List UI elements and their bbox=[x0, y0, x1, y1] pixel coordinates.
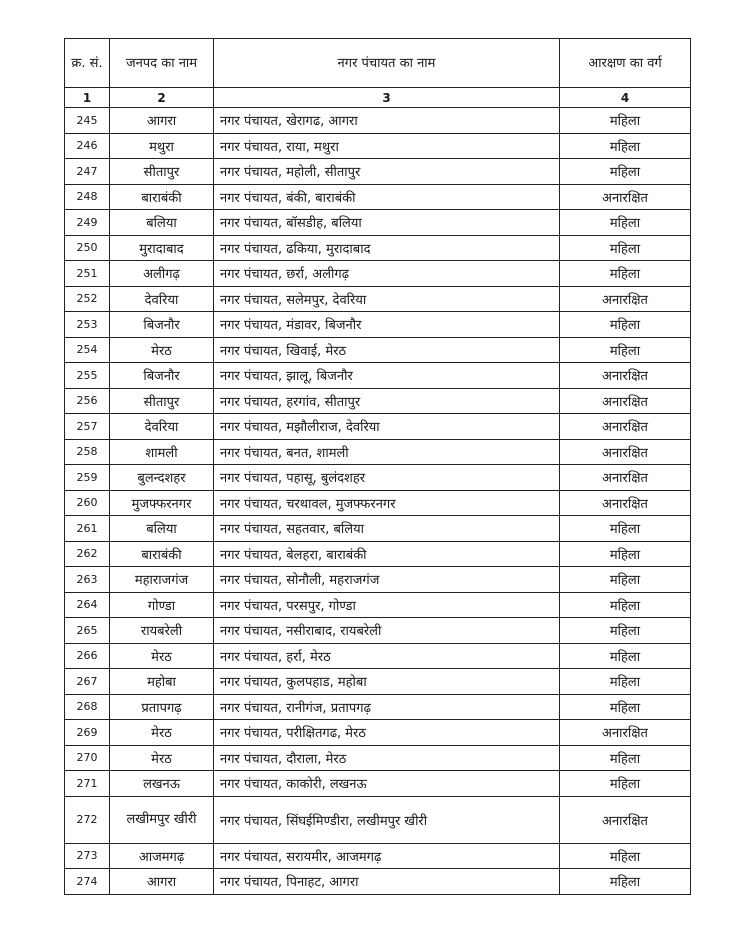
category-cell: अनारक्षित bbox=[560, 439, 691, 465]
category-cell: महिला bbox=[560, 337, 691, 363]
panchayat-name-cell: नगर पंचायत, पिनाहट, आगरा bbox=[214, 869, 560, 895]
table-row bbox=[65, 261, 691, 287]
serial-number-cell: 251 bbox=[65, 261, 110, 287]
district-cell: बिजनौर bbox=[110, 363, 214, 389]
serial-number-cell: 257 bbox=[65, 414, 110, 440]
category-cell: महिला bbox=[560, 869, 691, 895]
serial-number-cell: 269 bbox=[65, 720, 110, 746]
category-cell: अनारक्षित bbox=[560, 796, 691, 843]
district-cell: सीतापुर bbox=[110, 159, 214, 185]
panchayat-name-cell: नगर पंचायत, झालू, बिजनौर bbox=[214, 363, 560, 389]
table-row bbox=[65, 490, 691, 516]
serial-number-cell: 260 bbox=[65, 490, 110, 516]
panchayat-name-cell: नगर पंचायत, हरगांव, सीतापुर bbox=[214, 388, 560, 414]
serial-number-cell: 264 bbox=[65, 592, 110, 618]
category-cell: महिला bbox=[560, 618, 691, 644]
panchayat-name-cell: नगर पंचायत, खिवाई, मेरठ bbox=[214, 337, 560, 363]
category-cell: महिला bbox=[560, 261, 691, 287]
category-cell: महिला bbox=[560, 210, 691, 236]
serial-number-cell: 245 bbox=[65, 108, 110, 134]
table-row bbox=[65, 388, 691, 414]
panchayat-name-cell: नगर पंचायत, खेरागढ, आगरा bbox=[214, 108, 560, 134]
column-number-row bbox=[65, 88, 691, 108]
category-cell: महिला bbox=[560, 159, 691, 185]
column-number: 1 bbox=[65, 88, 110, 108]
serial-number-cell: 274 bbox=[65, 869, 110, 895]
table-row bbox=[65, 869, 691, 895]
district-cell: लखीमपुर खीरी bbox=[110, 796, 214, 843]
serial-number-cell: 271 bbox=[65, 771, 110, 797]
table-row bbox=[65, 133, 691, 159]
serial-number-cell: 265 bbox=[65, 618, 110, 644]
table-row bbox=[65, 745, 691, 771]
panchayat-name-cell: नगर पंचायत, महोली, सीतापुर bbox=[214, 159, 560, 185]
table-row bbox=[65, 465, 691, 491]
category-cell: महिला bbox=[560, 771, 691, 797]
panchayat-name-cell: नगर पंचायत, परसपुर, गोण्डा bbox=[214, 592, 560, 618]
serial-number-cell: 248 bbox=[65, 184, 110, 210]
serial-number-cell: 272 bbox=[65, 796, 110, 843]
serial-number-cell: 261 bbox=[65, 516, 110, 542]
column-number: 3 bbox=[214, 88, 560, 108]
category-cell: महिला bbox=[560, 592, 691, 618]
category-cell: महिला bbox=[560, 541, 691, 567]
serial-number-cell: 256 bbox=[65, 388, 110, 414]
panchayat-name-cell: नगर पंचायत, सोनौली, महराजगंज bbox=[214, 567, 560, 593]
column-number: 2 bbox=[110, 88, 214, 108]
category-cell: महिला bbox=[560, 312, 691, 338]
panchayat-name-cell: नगर पंचायत, सरायमीर, आजमगढ़ bbox=[214, 843, 560, 869]
serial-number-cell: 255 bbox=[65, 363, 110, 389]
panchayat-name-cell: नगर पंचायत, काकोरी, लखनऊ bbox=[214, 771, 560, 797]
district-cell: आगरा bbox=[110, 869, 214, 895]
table-row bbox=[65, 159, 691, 185]
district-cell: लखनऊ bbox=[110, 771, 214, 797]
serial-number-cell: 254 bbox=[65, 337, 110, 363]
table-row bbox=[65, 516, 691, 542]
table-row bbox=[65, 312, 691, 338]
district-cell: बाराबंकी bbox=[110, 541, 214, 567]
header-district: जनपद का नाम bbox=[110, 39, 214, 88]
district-cell: बुलन्दशहर bbox=[110, 465, 214, 491]
table-row bbox=[65, 567, 691, 593]
table-row bbox=[65, 592, 691, 618]
table-row bbox=[65, 363, 691, 389]
table-row bbox=[65, 108, 691, 134]
panchayat-name-cell: नगर पंचायत, छर्रा, अलीगढ़ bbox=[214, 261, 560, 287]
panchayat-name-cell: नगर पंचायत, कुलपहाड, महोबा bbox=[214, 669, 560, 695]
table-body bbox=[65, 108, 691, 895]
panchayat-name-cell: नगर पंचायत, मझौलीराज, देवरिया bbox=[214, 414, 560, 440]
serial-number-cell: 259 bbox=[65, 465, 110, 491]
panchayat-name-cell: नगर पंचायत, सिंघईमिण्डीरा, लखीमपुर खीरी bbox=[214, 796, 560, 843]
panchayat-name-cell: नगर पंचायत, राया, मथुरा bbox=[214, 133, 560, 159]
district-cell: शामली bbox=[110, 439, 214, 465]
category-cell: अनारक्षित bbox=[560, 414, 691, 440]
category-cell: महिला bbox=[560, 843, 691, 869]
panchayat-name-cell: नगर पंचायत, पहासू, बुलंदशहर bbox=[214, 465, 560, 491]
table-row bbox=[65, 843, 691, 869]
category-cell: महिला bbox=[560, 133, 691, 159]
district-cell: मथुरा bbox=[110, 133, 214, 159]
district-cell: देवरिया bbox=[110, 414, 214, 440]
category-cell: महिला bbox=[560, 108, 691, 134]
panchayat-name-cell: नगर पंचायत, परीक्षितगढ, मेरठ bbox=[214, 720, 560, 746]
panchayat-name-cell: नगर पंचायत, हर्रा, मेरठ bbox=[214, 643, 560, 669]
category-cell: महिला bbox=[560, 745, 691, 771]
district-cell: मेरठ bbox=[110, 643, 214, 669]
district-cell: सीतापुर bbox=[110, 388, 214, 414]
district-cell: आजमगढ़ bbox=[110, 843, 214, 869]
category-cell: महिला bbox=[560, 567, 691, 593]
category-cell: अनारक्षित bbox=[560, 465, 691, 491]
panchayat-name-cell: नगर पंचायत, चरथावल, मुजफ्फरनगर bbox=[214, 490, 560, 516]
district-cell: मेरठ bbox=[110, 720, 214, 746]
table-row bbox=[65, 414, 691, 440]
district-cell: बलिया bbox=[110, 516, 214, 542]
column-number: 4 bbox=[560, 88, 691, 108]
serial-number-cell: 263 bbox=[65, 567, 110, 593]
serial-number-cell: 246 bbox=[65, 133, 110, 159]
reservation-table bbox=[64, 38, 691, 895]
serial-number-cell: 249 bbox=[65, 210, 110, 236]
panchayat-name-cell: नगर पंचायत, सहतवार, बलिया bbox=[214, 516, 560, 542]
serial-number-cell: 250 bbox=[65, 235, 110, 261]
table-row bbox=[65, 694, 691, 720]
table-row bbox=[65, 771, 691, 797]
district-cell: महोबा bbox=[110, 669, 214, 695]
district-cell: मुजफ्फरनगर bbox=[110, 490, 214, 516]
panchayat-name-cell: नगर पंचायत, बेलहरा, बाराबंकी bbox=[214, 541, 560, 567]
district-cell: आगरा bbox=[110, 108, 214, 134]
table-row bbox=[65, 618, 691, 644]
category-cell: अनारक्षित bbox=[560, 720, 691, 746]
district-cell: रायबरेली bbox=[110, 618, 214, 644]
panchayat-name-cell: नगर पंचायत, मंडावर, बिजनौर bbox=[214, 312, 560, 338]
table-row bbox=[65, 337, 691, 363]
district-cell: मुरादाबाद bbox=[110, 235, 214, 261]
table-row bbox=[65, 184, 691, 210]
panchayat-name-cell: नगर पंचायत, बंकी, बाराबंकी bbox=[214, 184, 560, 210]
panchayat-name-cell: नगर पंचायत, ढकिया, मुरादाबाद bbox=[214, 235, 560, 261]
panchayat-name-cell: नगर पंचायत, बनत, शामली bbox=[214, 439, 560, 465]
header-reservation-category: आरक्षण का वर्ग bbox=[560, 39, 691, 88]
serial-number-cell: 270 bbox=[65, 745, 110, 771]
category-cell: अनारक्षित bbox=[560, 363, 691, 389]
category-cell: महिला bbox=[560, 235, 691, 261]
serial-number-cell: 247 bbox=[65, 159, 110, 185]
serial-number-cell: 267 bbox=[65, 669, 110, 695]
category-cell: महिला bbox=[560, 643, 691, 669]
category-cell: अनारक्षित bbox=[560, 388, 691, 414]
panchayat-name-cell: नगर पंचायत, सलेमपुर, देवरिया bbox=[214, 286, 560, 312]
category-cell: अनारक्षित bbox=[560, 490, 691, 516]
district-cell: देवरिया bbox=[110, 286, 214, 312]
panchayat-name-cell: नगर पंचायत, दौराला, मेरठ bbox=[214, 745, 560, 771]
table-row bbox=[65, 720, 691, 746]
panchayat-name-cell: नगर पंचायत, बॉसडीह, बलिया bbox=[214, 210, 560, 236]
district-cell: बाराबंकी bbox=[110, 184, 214, 210]
district-cell: मेरठ bbox=[110, 337, 214, 363]
table-row bbox=[65, 210, 691, 236]
district-cell: अलीगढ़ bbox=[110, 261, 214, 287]
category-cell: अनारक्षित bbox=[560, 184, 691, 210]
panchayat-name-cell: नगर पंचायत, नसीराबाद, रायबरेली bbox=[214, 618, 560, 644]
serial-number-cell: 253 bbox=[65, 312, 110, 338]
header-serial-number: क्र. सं. bbox=[65, 39, 110, 88]
district-cell: प्रतापगढ़ bbox=[110, 694, 214, 720]
table-row bbox=[65, 643, 691, 669]
table-row bbox=[65, 235, 691, 261]
table-row bbox=[65, 541, 691, 567]
serial-number-cell: 262 bbox=[65, 541, 110, 567]
table-row bbox=[65, 796, 691, 843]
district-cell: मेरठ bbox=[110, 745, 214, 771]
district-cell: गोण्डा bbox=[110, 592, 214, 618]
serial-number-cell: 273 bbox=[65, 843, 110, 869]
district-cell: महाराजगंज bbox=[110, 567, 214, 593]
serial-number-cell: 252 bbox=[65, 286, 110, 312]
serial-number-cell: 268 bbox=[65, 694, 110, 720]
serial-number-cell: 266 bbox=[65, 643, 110, 669]
serial-number-cell: 258 bbox=[65, 439, 110, 465]
category-cell: महिला bbox=[560, 694, 691, 720]
panchayat-name-cell: नगर पंचायत, रानीगंज, प्रतापगढ़ bbox=[214, 694, 560, 720]
table-row bbox=[65, 439, 691, 465]
district-cell: बलिया bbox=[110, 210, 214, 236]
category-cell: महिला bbox=[560, 669, 691, 695]
table-row bbox=[65, 286, 691, 312]
category-cell: महिला bbox=[560, 516, 691, 542]
table-row bbox=[65, 669, 691, 695]
header-panchayat-name: नगर पंचायत का नाम bbox=[214, 39, 560, 88]
category-cell: अनारक्षित bbox=[560, 286, 691, 312]
table-header-row bbox=[65, 39, 691, 88]
district-cell: बिजनौर bbox=[110, 312, 214, 338]
